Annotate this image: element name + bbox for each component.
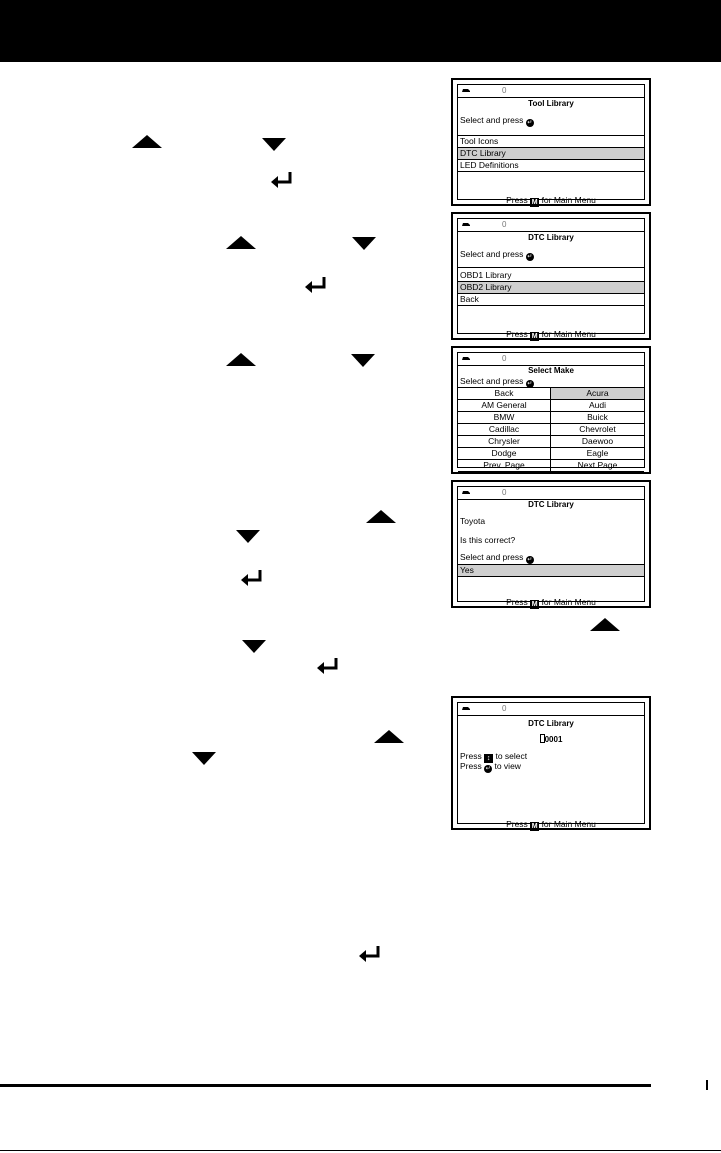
- status-value: 0: [502, 488, 507, 497]
- status-bar: [458, 353, 644, 366]
- make-row: [458, 460, 644, 472]
- screen-title: DTC Library: [528, 233, 574, 242]
- enter-icon: [316, 656, 340, 676]
- down-arrow-icon: [262, 138, 286, 151]
- menu-item-dtc-library[interactable]: DTC Library: [458, 148, 644, 160]
- make-cadillac[interactable]: Cadillac: [458, 424, 551, 435]
- m-key-icon: M: [531, 823, 538, 830]
- menu-item-back[interactable]: Back: [458, 294, 644, 306]
- car-icon: [461, 221, 471, 227]
- screen-prompt: Select and press ↵: [460, 115, 533, 126]
- tool-library-screen: [451, 78, 651, 206]
- enter-button-icon: ↵: [527, 381, 533, 387]
- view-instruction: Press ↵ to view: [460, 761, 521, 772]
- m-key-icon: M: [531, 601, 538, 608]
- screen-prompt: Select and press ↵: [460, 552, 533, 563]
- enter-icon: [270, 170, 294, 190]
- down-arrow-icon: [351, 354, 375, 367]
- status-value: 0: [502, 220, 507, 229]
- enter-button-icon: ↵: [527, 120, 533, 126]
- footer-rule: [0, 1084, 651, 1087]
- make-row: [458, 388, 644, 400]
- screen-prompt: Select and press ↵: [460, 376, 533, 387]
- enter-button-icon: ↵: [527, 254, 533, 260]
- status-bar: [458, 703, 644, 716]
- enter-icon: [240, 568, 264, 588]
- screen-prompt: Select and press ↵: [460, 249, 533, 260]
- make-daewoo[interactable]: Daewoo: [581, 436, 614, 446]
- status-value: 0: [502, 704, 507, 713]
- make-chrysler[interactable]: Chrysler: [458, 436, 551, 447]
- down-arrow-icon: [352, 237, 376, 250]
- make-row: [458, 436, 644, 448]
- make-audi[interactable]: Audi: [588, 400, 606, 410]
- make-row: [458, 412, 644, 424]
- select-instruction: Press ↕ to select: [460, 751, 528, 762]
- enter-button-icon: ↵: [527, 557, 533, 563]
- make-dodge[interactable]: Dodge: [458, 448, 551, 459]
- confirm-question: Is this correct?: [460, 535, 516, 545]
- enter-button-icon: ↵: [485, 766, 491, 772]
- status-bar: [458, 487, 644, 500]
- prev-page-button[interactable]: Prev. Page: [458, 460, 551, 471]
- status-value: 0: [502, 354, 507, 363]
- bottom-rule: [0, 1150, 721, 1151]
- footer-mark: [706, 1080, 708, 1090]
- screen-title: Tool Library: [528, 99, 574, 108]
- screen-title: DTC Library: [528, 719, 574, 728]
- make-row: [458, 400, 644, 412]
- enter-icon: [304, 275, 328, 295]
- select-make-screen: [451, 346, 651, 474]
- up-arrow-icon: [226, 236, 256, 249]
- make-chevrolet[interactable]: Chevrolet: [579, 424, 616, 434]
- menu-item-obd2-library[interactable]: OBD2 Library: [458, 282, 644, 294]
- make-back[interactable]: Back: [458, 388, 551, 399]
- up-arrow-icon: [132, 135, 162, 148]
- menu-item-tool-icons[interactable]: Tool Icons: [458, 136, 644, 148]
- status-bar: [458, 219, 644, 232]
- car-icon: [461, 489, 471, 495]
- make-grid: [458, 387, 644, 472]
- screen-title: DTC Library: [528, 500, 574, 509]
- screen-footer: Press M for Main Menu: [506, 195, 596, 206]
- make-buick[interactable]: Buick: [587, 412, 608, 422]
- screen-footer: Press M for Main Menu: [506, 329, 596, 340]
- make-eagle[interactable]: Eagle: [586, 448, 609, 458]
- dtc-code: 0001: [458, 734, 644, 745]
- up-arrow-icon: [366, 510, 396, 523]
- next-page-button[interactable]: Next Page: [577, 460, 618, 470]
- make-row: [458, 448, 644, 460]
- screen-title: Select Make: [528, 366, 574, 375]
- car-icon: [461, 355, 471, 361]
- make-row: [458, 424, 644, 436]
- arrow-keys-icon: ↕: [484, 754, 493, 763]
- make-bmw[interactable]: BMW: [458, 412, 551, 423]
- status-value: 0: [502, 86, 507, 95]
- up-arrow-icon: [226, 353, 256, 366]
- m-key-icon: M: [531, 199, 538, 206]
- dtc-library-screen: [451, 212, 651, 340]
- status-bar: [458, 85, 644, 98]
- up-arrow-icon: [374, 730, 404, 743]
- screen-footer: Press M for Main Menu: [506, 597, 596, 608]
- up-arrow-icon: [590, 618, 620, 631]
- selected-make: Toyota: [460, 516, 486, 526]
- menu-item-yes[interactable]: Yes: [458, 564, 644, 577]
- menu-item-obd1-library[interactable]: OBD1 Library: [458, 270, 644, 282]
- car-icon: [461, 87, 471, 93]
- menu-item-led-definitions[interactable]: LED Definitions: [458, 160, 644, 172]
- car-icon: [461, 705, 471, 711]
- confirm-make-screen: [451, 480, 651, 608]
- m-key-icon: M: [531, 333, 538, 340]
- enter-icon: [358, 944, 382, 964]
- page-header-bar: [0, 0, 721, 62]
- down-arrow-icon: [236, 530, 260, 543]
- screen-footer: Press M for Main Menu: [506, 819, 596, 830]
- make-acura[interactable]: Acura: [551, 388, 644, 399]
- dtc-code-entry-screen: [451, 696, 651, 830]
- down-arrow-icon: [192, 752, 216, 765]
- make-am-general[interactable]: AM General: [458, 400, 551, 411]
- down-arrow-icon: [242, 640, 266, 653]
